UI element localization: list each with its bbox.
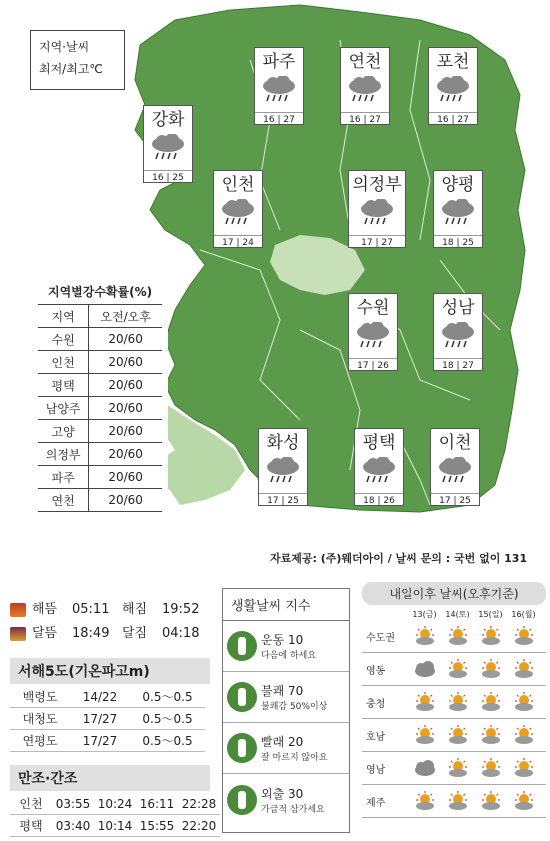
city-name: 화성 [266, 433, 300, 453]
index-name: 외출 30 [261, 786, 304, 801]
index-name: 운동 10 [261, 633, 304, 647]
weekly-row [362, 620, 546, 653]
weekly-row [362, 686, 546, 719]
rain-cloud-icon [218, 199, 258, 225]
city-name: 의정부 [352, 175, 402, 195]
city-temps: 17 | 25 [431, 493, 479, 506]
city-temps: 17 | 27 [349, 235, 405, 248]
temp-high: 24 [242, 238, 254, 248]
island-temp: 17/27 [82, 712, 118, 726]
temp-low: 18 [442, 361, 454, 371]
rain-cloud-icon [433, 76, 473, 102]
sun-cloud-icon [507, 658, 540, 680]
city-name: 성남 [441, 298, 475, 318]
temp-low: 17 [439, 496, 451, 506]
island-temp: 14/22 [82, 690, 118, 704]
life-item-outing [223, 774, 349, 825]
tide-place: 평택 [19, 819, 43, 833]
row-value: 20/60 [89, 466, 162, 489]
island-wave: 0.5～0.5 [142, 734, 193, 748]
weekly-row [362, 719, 546, 752]
life-item-discomfort [223, 672, 349, 723]
index-name: 불쾌 70 [261, 684, 304, 698]
moon-row [10, 622, 220, 646]
sun-cloud-icon [474, 790, 507, 812]
cloud-icon [408, 757, 441, 779]
row-region: 남양주 [38, 397, 89, 420]
row-region: 파주 [38, 466, 89, 489]
city-name: 수원 [356, 298, 390, 318]
table-row [10, 793, 220, 815]
city-name: 강화 [151, 110, 185, 130]
sun-cloud-icon [441, 658, 474, 680]
sun-cloud-icon [408, 724, 441, 746]
city-card-yeoncheon [340, 47, 390, 125]
day-label: 16(월) [511, 610, 536, 619]
temp-high: 25 [172, 173, 184, 183]
tide-place: 인천 [19, 797, 43, 811]
header-ampm: 오전/오후 [89, 305, 162, 328]
sun-cloud-icon [408, 691, 441, 713]
sun-cloud-icon [474, 625, 507, 647]
city-card-yangpyeong [433, 170, 483, 248]
sun-cloud-icon [441, 757, 474, 779]
city-name: 이천 [438, 433, 472, 453]
row-value: 20/60 [89, 351, 162, 374]
temp-high: 25 [459, 496, 471, 506]
city-card-suwon [348, 293, 398, 371]
temp-low: 17 [361, 238, 373, 248]
table-row [10, 815, 220, 837]
rain-cloud-icon [438, 199, 478, 225]
moonrise-label: 달뜸 [32, 626, 58, 641]
island-wave: 0.5～0.5 [142, 690, 193, 704]
weekly-rows [362, 620, 546, 818]
sun-cloud-icon [408, 625, 441, 647]
index-desc: 불쾌감 50%이상 [261, 702, 328, 712]
city-temps: 17 | 24 [214, 235, 262, 248]
tide-time: 16:11 [139, 797, 175, 811]
index-desc: 잘 마르지 않아요 [261, 753, 328, 763]
region-name: 영동 [366, 665, 386, 677]
table-row [10, 686, 205, 708]
city-card-ganghwa [143, 105, 193, 183]
city-card-pyeongtaek [354, 428, 404, 506]
city-temps: 16 | 27 [255, 112, 303, 125]
city-name: 포천 [436, 52, 470, 72]
row-region: 연천 [38, 489, 89, 512]
row-value: 20/60 [89, 420, 162, 443]
life-item-exercise [223, 621, 349, 672]
table-row [38, 328, 162, 351]
row-region: 의정부 [38, 443, 89, 466]
sun-cloud-icon [441, 790, 474, 812]
rain-cloud-icon [259, 76, 299, 102]
sun-cloud-icon [474, 724, 507, 746]
city-card-paju [254, 47, 304, 125]
row-region: 인천 [38, 351, 89, 374]
sunset-label: 해짐 [122, 602, 148, 617]
row-value: 20/60 [89, 443, 162, 466]
rain-cloud-icon [263, 457, 303, 483]
city-temps: 18 | 26 [355, 493, 403, 506]
city-card-seongnam [433, 293, 483, 371]
sunrise-label: 해뜸 [32, 602, 58, 617]
temp-high: 25 [462, 238, 474, 248]
table-row [38, 443, 162, 466]
rain-cloud-icon [148, 134, 188, 160]
island-wave: 0.5～0.5 [142, 712, 193, 726]
west-sea-title: 서해5도(기온파고m) [10, 658, 210, 684]
west-sea-table [10, 686, 205, 752]
city-card-uijeongbu [348, 170, 406, 248]
island-name: 백령도 [22, 690, 58, 704]
life-index-panel [222, 588, 350, 833]
legend-line-region: 지역·날씨 [39, 40, 90, 54]
city-name: 양평 [441, 175, 475, 195]
row-value: 20/60 [89, 397, 162, 420]
city-temps: 16 | 27 [429, 112, 477, 125]
rain-cloud-icon [435, 457, 475, 483]
sun-cloud-icon [441, 625, 474, 647]
temp-high: 27 [369, 115, 381, 125]
city-temps: 17 | 25 [259, 493, 307, 506]
weekly-row [362, 785, 546, 818]
sun-cloud-icon [474, 691, 507, 713]
table-row [10, 730, 205, 752]
exercise-icon [227, 631, 257, 661]
tide-title: 만조·간조 [10, 765, 210, 791]
sun-moon-times [10, 598, 220, 646]
temp-high: 26 [383, 496, 395, 506]
region-name: 수도권 [366, 632, 395, 644]
sun-cloud-icon [441, 724, 474, 746]
life-index-title: 생활날씨 지수 [223, 589, 349, 621]
row-value: 20/60 [89, 328, 162, 351]
tide-time: 15:55 [139, 819, 175, 833]
map-legend [30, 30, 125, 90]
rain-table-grid [38, 304, 162, 512]
city-name: 파주 [262, 52, 296, 72]
sun-cloud-icon [474, 757, 507, 779]
island-temp: 17/27 [82, 734, 118, 748]
city-temps: 17 | 26 [349, 358, 397, 371]
city-card-pocheon [428, 47, 478, 125]
row-region: 평택 [38, 374, 89, 397]
sun-cloud-icon [507, 757, 540, 779]
moonrise-icon [10, 627, 26, 641]
weekly-row [362, 653, 546, 686]
island-name: 대청도 [22, 712, 58, 726]
temp-low: 17 [357, 361, 369, 371]
moonset-time: 04:18 [162, 626, 200, 641]
city-card-icheon [430, 428, 480, 506]
sun-cloud-icon [507, 790, 540, 812]
tide-time: 03:40 [55, 819, 91, 833]
sun-cloud-icon [408, 790, 441, 812]
city-name: 연천 [348, 52, 382, 72]
city-temps: 16 | 27 [341, 112, 389, 125]
tide-time: 10:24 [97, 797, 133, 811]
city-card-incheon [213, 170, 263, 248]
row-region: 수원 [38, 328, 89, 351]
region-name: 충청 [366, 698, 386, 710]
laundry-icon [227, 733, 257, 763]
weekly-forecast [362, 582, 546, 832]
island-name: 연평도 [22, 734, 58, 748]
rain-cloud-icon [357, 199, 397, 225]
sunrise-time: 05:11 [72, 602, 110, 617]
table-row [38, 466, 162, 489]
sunset-time: 19:52 [162, 602, 200, 617]
tide-time: 22:28 [181, 797, 217, 811]
rain-probability-table [38, 283, 168, 512]
cloud-icon [408, 658, 441, 680]
sunrise-icon [10, 603, 26, 617]
index-desc: 가급적 삼가세요 [261, 804, 325, 815]
temp-low: 17 [222, 238, 234, 248]
discomfort-icon [227, 682, 257, 712]
sun-cloud-icon [507, 724, 540, 746]
header-region: 지역 [38, 305, 89, 328]
city-name: 평택 [362, 433, 396, 453]
weekly-days [408, 609, 546, 620]
day-label: 14(토) [445, 610, 470, 619]
temp-high: 27 [462, 361, 474, 371]
temp-high: 27 [457, 115, 469, 125]
rain-cloud-icon [353, 322, 393, 348]
tide-time: 03:55 [55, 797, 91, 811]
temp-low: 17 [267, 496, 279, 506]
rain-table-header [38, 305, 162, 328]
temp-high: 25 [287, 496, 299, 506]
outing-icon [227, 785, 257, 815]
sun-cloud-icon [507, 691, 540, 713]
index-name: 빨래 20 [261, 735, 304, 749]
table-row [38, 374, 162, 397]
city-name: 인천 [221, 175, 255, 195]
row-region: 고양 [38, 420, 89, 443]
temp-low: 18 [442, 238, 454, 248]
tide-time: 22:20 [181, 819, 217, 833]
row-value: 20/60 [89, 489, 162, 512]
city-temps: 18 | 25 [434, 235, 482, 248]
moonrise-time: 18:49 [72, 626, 110, 641]
index-desc: 다음에 하세요 [261, 651, 317, 661]
tide-time: 10:14 [97, 819, 133, 833]
table-row [10, 708, 205, 730]
table-row [38, 489, 162, 512]
city-temps: 16 | 25 [144, 170, 192, 183]
region-name: 제주 [366, 797, 386, 809]
weekly-title: 내일이후 날씨(오후기준) [362, 582, 546, 605]
table-row [38, 420, 162, 443]
life-item-laundry [223, 723, 349, 774]
sun-cloud-icon [441, 691, 474, 713]
temp-low: 18 [363, 496, 375, 506]
rain-cloud-icon [345, 76, 385, 102]
table-row [38, 397, 162, 420]
rain-table-title: 지역별강수확률(%) [48, 285, 153, 299]
temp-high: 26 [377, 361, 389, 371]
sun-row [10, 598, 220, 622]
legend-line-temp: 최저/최고℃ [39, 62, 103, 76]
data-source: 자료제공: (주)웨더아이 / 날씨 문의 : 국번 없이 131 [270, 552, 528, 565]
rain-cloud-icon [359, 457, 399, 483]
city-card-hwaseong [258, 428, 308, 506]
rain-cloud-icon [438, 322, 478, 348]
temp-low: 16 [152, 173, 164, 183]
moonset-label: 달짐 [122, 626, 148, 641]
temp-low: 16 [437, 115, 449, 125]
temp-high: 27 [381, 238, 393, 248]
region-name: 영남 [366, 764, 386, 776]
sun-cloud-icon [507, 625, 540, 647]
temp-low: 16 [263, 115, 275, 125]
temp-high: 27 [283, 115, 295, 125]
table-row [38, 351, 162, 374]
day-label: 15(일) [478, 610, 503, 619]
region-name: 호남 [366, 731, 386, 743]
sun-cloud-icon [474, 658, 507, 680]
day-label: 13(금) [412, 610, 437, 619]
temp-low: 16 [349, 115, 361, 125]
tide-table [10, 793, 220, 837]
city-temps: 18 | 27 [434, 358, 482, 371]
weekly-row [362, 752, 546, 785]
row-value: 20/60 [89, 374, 162, 397]
